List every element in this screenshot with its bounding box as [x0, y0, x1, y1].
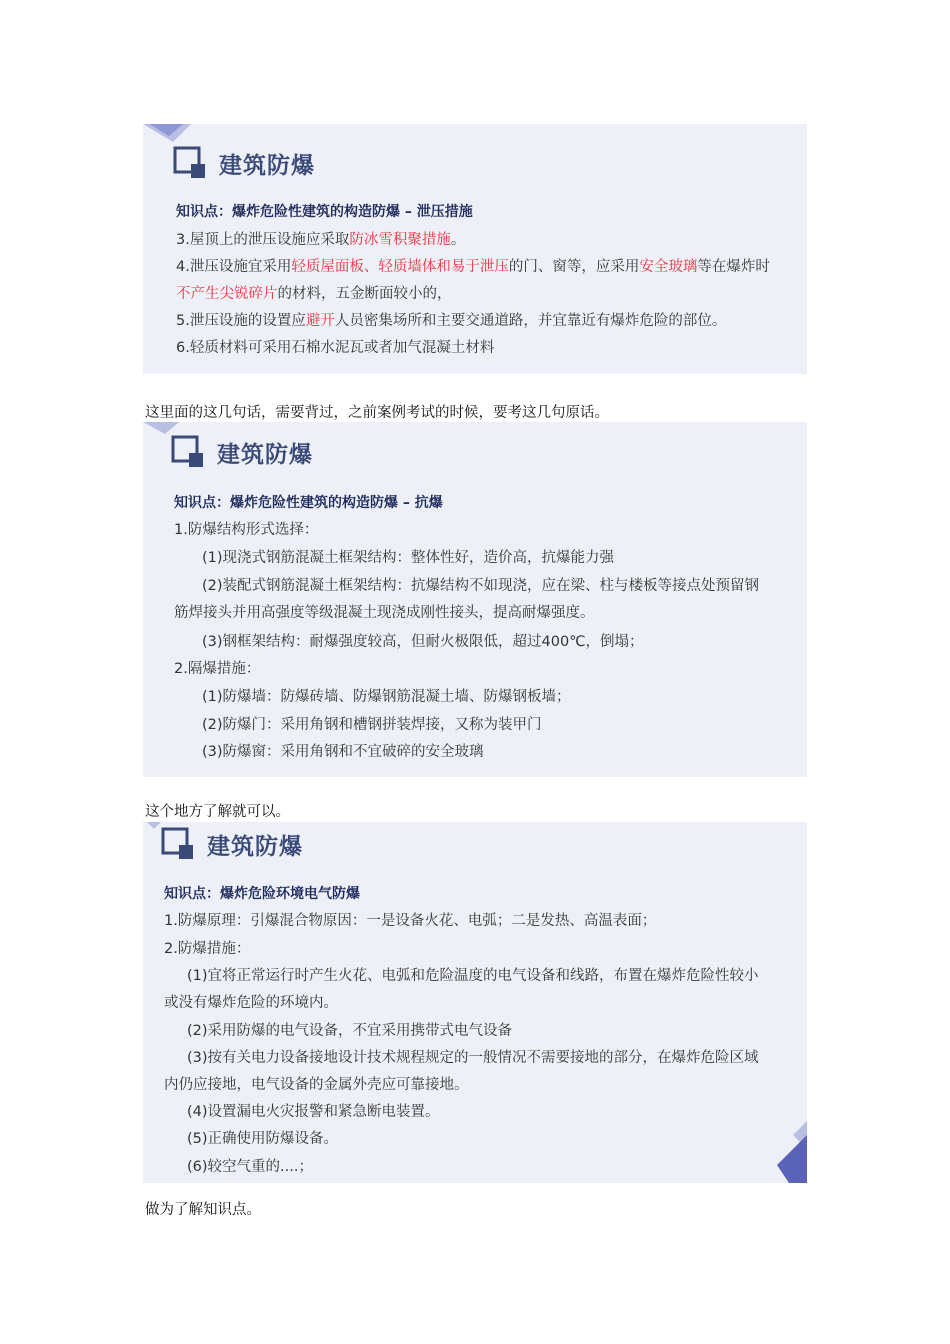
- text-line: (2)防爆门：采用角钢和槽钢拼装焊接，又称为装甲门: [202, 717, 542, 733]
- text-line: (3)按有关电力设备接地设计技术规程规定的一般情况不需要接地的部分，在爆炸危险区域: [187, 1050, 759, 1066]
- card-title: [171, 435, 313, 469]
- text-line: (2)装配式钢筋混凝土框架结构：抗爆结构不如现浇，应在梁、柱与楼板等接点处预留钢: [202, 578, 760, 594]
- caption-3: 做为了解知识点。: [145, 1202, 261, 1218]
- text-line: 内仍应接地，电气设备的金属外壳应可靠接地。: [164, 1077, 469, 1093]
- text-line: (6)较空气重的....；: [187, 1159, 313, 1175]
- text-line: 6.轻质材料可采用石棉水泥瓦或者加气混凝土材料: [176, 340, 495, 356]
- text-line: 2.防爆措施：: [164, 941, 251, 957]
- card-title: [173, 146, 315, 180]
- text-line: (2)采用防爆的电气设备，不宜采用携带式电气设备: [187, 1023, 513, 1039]
- text-line: (4)设置漏电火灾报警和紧急断电装置。: [187, 1104, 440, 1120]
- text-line: (3)钢框架结构：耐爆强度较高，但耐火极限低，超过400℃，倒塌；: [202, 634, 644, 650]
- text-line: 筋焊接头并用高强度等级混凝土现浇成刚性接头，提高耐爆强度。: [174, 605, 595, 621]
- square-box-icon: [171, 435, 205, 469]
- text-line: 2.隔爆措施：: [174, 661, 261, 677]
- text-line: (5)正确使用防爆设备。: [187, 1131, 339, 1147]
- caption-2: 这个地方了解就可以。: [145, 804, 290, 820]
- knowledge-point-heading: 知识点：爆炸危险性建筑的构造防爆 – 抗爆: [174, 495, 443, 511]
- text-line: (1)现浇式钢筋混凝土框架结构：整体性好，造价高，抗爆能力强: [202, 550, 615, 566]
- text-line: 1.防爆原理：引爆混合物原因：一是设备火花、电弧；二是发热、高温表面；: [164, 913, 657, 929]
- knowledge-card-2: [143, 422, 807, 777]
- text-line: 1.防爆结构形式选择：: [174, 522, 319, 538]
- corner-triangle-decoration: [777, 1121, 807, 1183]
- card-title: [161, 827, 303, 861]
- text-line: 或没有爆炸危险的环境内。: [164, 995, 338, 1011]
- text-line: 3.屋顶上的泄压设施应采取防冰雪积聚措施。: [176, 232, 466, 248]
- square-box-icon: [161, 827, 195, 861]
- text-line: (1)防爆墙：防爆砖墙、防爆钢筋混凝土墙、防爆钢板墙；: [202, 689, 571, 705]
- square-box-icon: [173, 146, 207, 180]
- text-line: 4.泄压设施宜采用轻质屋面板、轻质墙体和易于泄压的门、窗等，应采用安全玻璃等在爆炸时: [176, 259, 770, 275]
- knowledge-point-heading: 知识点：爆炸危险环境电气防爆: [164, 886, 360, 902]
- text-line: (3)防爆窗：采用角钢和不宜破碎的安全玻璃: [202, 744, 484, 760]
- caption-1: 这里面的这几句话，需要背过，之前案例考试的时候，要考这几句原话。: [145, 405, 609, 421]
- knowledge-point-heading: 知识点：爆炸危险性建筑的构造防爆 – 泄压措施: [176, 204, 473, 220]
- text-line: 5.泄压设施的设置应避开人员密集场所和主要交通道路，并宜靠近有爆炸危险的部位。: [176, 313, 727, 329]
- card-title-text: 建筑防爆: [217, 441, 313, 468]
- knowledge-card-1: [143, 124, 807, 374]
- corner-triangle-decoration: [143, 124, 191, 148]
- card-title-text: 建筑防爆: [207, 833, 303, 860]
- text-line: 不产生尖锐碎片的材料，五金断面较小的，: [176, 286, 452, 302]
- card-title-text: 建筑防爆: [219, 152, 315, 179]
- text-line: (1)宜将正常运行时产生火花、电弧和危险温度的电气设备和线路，布置在爆炸危险性较小: [187, 968, 759, 984]
- knowledge-card-3: [143, 822, 807, 1183]
- corner-triangle-decoration: [143, 822, 163, 832]
